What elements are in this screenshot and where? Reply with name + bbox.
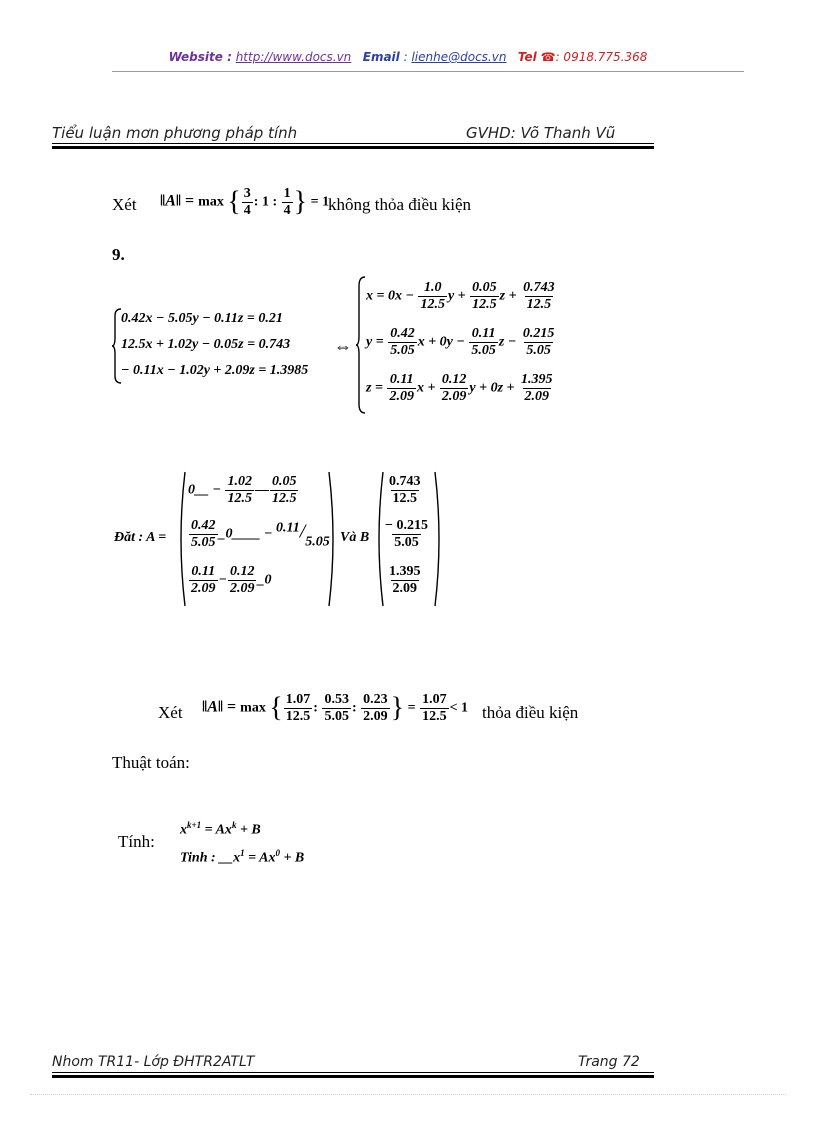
denominator: 2.09 xyxy=(363,709,388,724)
fraction xyxy=(420,692,449,725)
denominator: 5.05 xyxy=(526,343,551,358)
fraction xyxy=(282,186,293,219)
numerator: 0.215 xyxy=(522,326,555,341)
system-left-eq-2: 12.5x + 1.02y − 0.05z = 0.743 xyxy=(121,337,291,352)
fraction xyxy=(242,186,253,219)
slash-numerator: 0.11 xyxy=(275,520,300,536)
denominator: 5.05 xyxy=(191,535,216,550)
numerator: 1.395 xyxy=(521,372,553,387)
term-var: y + xyxy=(447,288,466,304)
numerator: 0.743 xyxy=(389,474,421,489)
fraction xyxy=(387,474,423,507)
eq-lhs: z = xyxy=(366,380,383,396)
header-rule-thin xyxy=(52,143,654,144)
fraction xyxy=(469,326,498,359)
matrix-a-row-1 xyxy=(188,474,299,507)
header-instructor: GVHD: Võ Thanh Vũ xyxy=(466,124,616,142)
fraction xyxy=(322,692,351,725)
denominator: 12.5 xyxy=(422,709,447,724)
numerator: 0.12 xyxy=(229,564,255,579)
matrix-a-row-3 xyxy=(188,564,271,597)
fraction xyxy=(387,564,423,597)
numerator: 0.53 xyxy=(324,692,349,707)
numerator: 0.743 xyxy=(523,280,555,295)
matrix-cell: 0__ − xyxy=(188,482,221,498)
numerator: 0.11 xyxy=(471,326,496,341)
denominator: 2.09 xyxy=(524,389,550,404)
matrix-a-row-2 xyxy=(188,518,330,551)
fraction xyxy=(418,280,447,313)
matrix-b-entry-2 xyxy=(382,518,431,551)
numerator: − 0.215 xyxy=(385,518,428,533)
fraction xyxy=(440,372,469,405)
fraction xyxy=(387,372,416,405)
max-operator: max xyxy=(198,194,224,210)
system-left-eq-1: 0.42x − 5.05y − 0.11z = 0.21 xyxy=(121,311,283,326)
iteration-formula: $x^{k+1} = Ax^k + B$ xyxy=(180,820,261,838)
tel-label: Tel xyxy=(517,50,537,64)
system-right-eq-2 xyxy=(366,326,557,359)
term-var: z + xyxy=(499,288,517,304)
footer-group: Nhom TR11- Lớp ĐHTR2ATLT xyxy=(52,1054,255,1070)
eq-lhs: x = 0x − xyxy=(366,288,414,304)
numerator: 0.12 xyxy=(441,372,467,387)
fraction xyxy=(189,518,218,551)
condition-not-met: không thỏa điều kiện xyxy=(328,195,472,214)
denominator: 12.5 xyxy=(472,297,497,312)
max-operator: max xyxy=(240,700,266,716)
fraction xyxy=(383,518,430,551)
right-brace xyxy=(356,276,366,414)
denominator: 12.5 xyxy=(392,491,417,506)
numerator: 0.42 xyxy=(390,326,415,341)
website-banner xyxy=(0,50,816,64)
header-rule-thick xyxy=(52,146,654,149)
fraction xyxy=(270,474,299,507)
matrix-cell: _0 xyxy=(257,572,272,588)
denominator: 2.09 xyxy=(191,581,216,596)
website-label: Website : xyxy=(168,50,232,64)
norm-expression-1: ‖A‖ = max { $\frac{3}{4}$ : 1 : $\frac{1}{4}$ } = 1 xyxy=(160,186,330,218)
matrix-b-entry-3 xyxy=(386,564,424,597)
term-var: x + 0y − xyxy=(417,334,465,350)
footer-page-number: Trang 72 xyxy=(578,1054,640,1070)
fraction xyxy=(388,326,417,359)
denominator: 4 xyxy=(283,203,291,218)
email-link[interactable]: lienhe@docs.vn xyxy=(411,50,507,64)
numerator: 1.02 xyxy=(227,474,252,489)
numerator: 3 xyxy=(243,186,251,201)
slash-symbol: / xyxy=(299,520,306,543)
numerator: 0.11 xyxy=(191,564,216,579)
email-label: Email xyxy=(362,50,400,64)
middle-term: 1 xyxy=(261,194,269,210)
algorithm-heading: Thuật toán: xyxy=(112,753,190,772)
matrix-b-entry-1 xyxy=(386,474,424,507)
system-left-eq-3: − 0.11x − 1.02y + 2.09z = 1.3985 xyxy=(121,363,309,378)
va-b-label: Và B xyxy=(340,530,370,545)
eq-lhs: y = xyxy=(366,334,384,350)
numerator: 0.23 xyxy=(363,692,388,707)
numerator: 1.0 xyxy=(423,280,442,295)
website-link[interactable]: http://www.docs.vn xyxy=(235,50,352,64)
denominator: 5.05 xyxy=(390,343,415,358)
denominator: 5.05 xyxy=(394,535,419,550)
fraction xyxy=(189,564,218,597)
fraction xyxy=(521,280,557,313)
numerator: 0.05 xyxy=(271,474,297,489)
term-var: y + 0z + xyxy=(469,380,515,396)
term-var: x + xyxy=(416,380,436,396)
header-course-title: Tiểu luận mơn phương pháp tính xyxy=(52,124,298,142)
system-right-eq-3 xyxy=(366,372,556,405)
denominator: 12.5 xyxy=(526,297,552,312)
numerator: 1.07 xyxy=(285,692,311,707)
system-right-eq-1 xyxy=(366,280,558,313)
fraction xyxy=(284,692,313,725)
telephone-icon: ☎ xyxy=(540,50,556,64)
tinh-label: Tính: xyxy=(118,832,155,851)
banner-divider xyxy=(112,71,744,72)
xet-label-1: Xét xyxy=(112,195,137,214)
footer-rule-thin xyxy=(52,1072,654,1073)
fraction xyxy=(470,280,499,313)
denominator: 2.09 xyxy=(392,581,417,596)
equivalence-symbol: ⇔ xyxy=(334,336,352,356)
first-iteration-formula: Tinh : $\_\_x^1 = Ax^0 + B$ xyxy=(180,848,305,866)
term-var: z − xyxy=(498,334,517,350)
problem-number: 9. xyxy=(112,245,125,264)
email-separator: : xyxy=(399,50,408,64)
fraction xyxy=(228,564,257,597)
denominator: 4 xyxy=(243,203,251,218)
denominator: 12.5 xyxy=(227,491,252,506)
denominator: 12.5 xyxy=(271,491,297,506)
denominator: 12.5 xyxy=(285,709,311,724)
denominator: 5.05 xyxy=(471,343,496,358)
numerator: 0.05 xyxy=(472,280,497,295)
denominator: 2.09 xyxy=(441,389,467,404)
numerator: 1.395 xyxy=(389,564,421,579)
fraction xyxy=(521,326,557,359)
tel-number: : 0918.775.368 xyxy=(555,50,648,64)
numerator: 1 xyxy=(283,186,291,201)
xet-label-2: Xét xyxy=(158,703,183,722)
fraction xyxy=(225,474,254,507)
numerator: 0.42 xyxy=(191,518,216,533)
fraction xyxy=(361,692,390,725)
condition-met: thỏa điều kiện xyxy=(482,703,579,722)
denominator: 2.09 xyxy=(229,581,255,596)
matrix-sep: — xyxy=(254,482,269,498)
norm-result: = 1 xyxy=(310,194,330,210)
page-bottom-dotted-line xyxy=(30,1094,786,1095)
dat-label: Đăt : A = xyxy=(114,530,167,545)
numerator: 1.07 xyxy=(422,692,447,707)
comparison: < 1 xyxy=(449,700,469,716)
denominator: 5.05 xyxy=(324,709,349,724)
denominator: 12.5 xyxy=(420,297,445,312)
fraction xyxy=(519,372,555,405)
numerator: 0.11 xyxy=(389,372,414,387)
matrix-sep: − xyxy=(218,572,227,588)
denominator: 2.09 xyxy=(389,389,414,404)
norm-expression-2: ‖A‖ = max { $\frac{1.07}{12.5}$ : $\frac{0.53}{5.05}$ : $\frac{0.23}{2.09}$ } = $\frac{1.07}{12.5}$ < 1 xyxy=(202,692,469,724)
slash-denominator: 5.05 xyxy=(305,534,330,550)
footer-rule-thick xyxy=(52,1075,654,1078)
matrix-cell: _0____ − xyxy=(218,526,273,542)
